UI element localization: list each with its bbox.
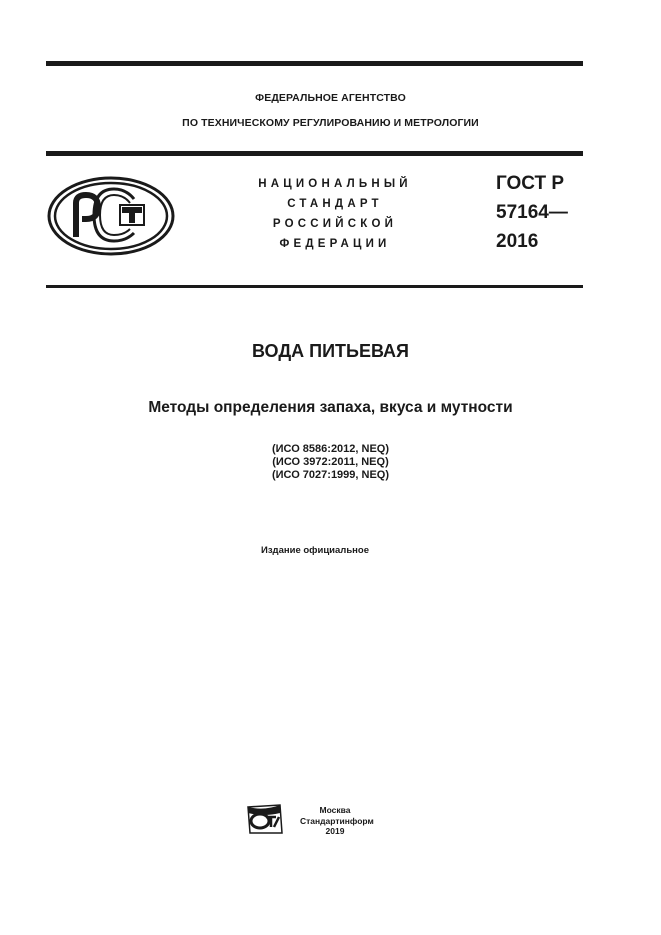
bottom-rule: [46, 285, 583, 288]
national-line: РОССИЙСКОЙ: [272, 218, 398, 230]
national-line: НАЦИОНАЛЬНЫЙ: [258, 178, 412, 190]
gost-line: ГОСТ Р: [496, 173, 565, 194]
document-title: ВОДА ПИТЬЕВАЯ: [252, 341, 409, 361]
national-standard-label: [230, 174, 440, 254]
gost-designation: [496, 169, 568, 256]
agency-name-line-1: ФЕДЕРАЛЬНОЕ АГЕНТСТВО: [255, 92, 406, 104]
iso-reference: (ИСО 8586:2012, NEQ): [271, 443, 390, 455]
publisher-city: Москва: [319, 805, 351, 815]
document-subtitle: Методы определения запаха, вкуса и мутности: [148, 399, 513, 416]
top-rule: [46, 61, 583, 66]
gost-line: 57164—: [496, 202, 568, 223]
iso-reference: (ИСО 3972:2011, NEQ): [272, 456, 389, 468]
iso-reference: (ИСО 7027:1999, NEQ): [271, 469, 390, 481]
edition-label: Издание официальное: [261, 545, 369, 556]
iso-references: [0, 443, 661, 482]
rst-logo-icon: [46, 175, 176, 257]
publisher-info: [300, 805, 374, 837]
publisher-name: Стандартинформ: [300, 815, 374, 826]
publication-year: 2019: [325, 826, 345, 836]
national-line: СТАНДАРТ: [287, 198, 383, 210]
agency-name-line-2: ПО ТЕХНИЧЕСКОМУ РЕГУЛИРОВАНИЮ И МЕТРОЛОГИИ: [182, 117, 479, 129]
gost-line: 2016: [496, 231, 539, 252]
standartinform-logo-icon: [246, 803, 284, 835]
middle-rule: [46, 151, 583, 156]
national-line: ФЕДЕРАЦИИ: [279, 238, 391, 250]
